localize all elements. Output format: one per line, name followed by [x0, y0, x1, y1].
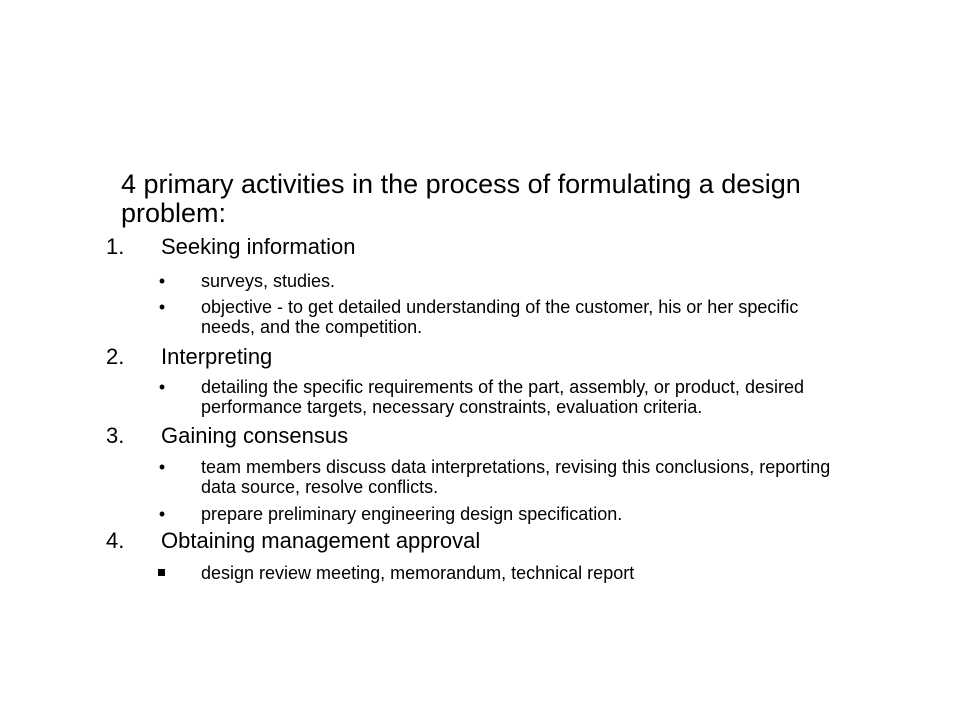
activity-number: 4. — [106, 528, 125, 553]
activity-item-obtaining-management-approval — [0, 527, 960, 583]
square-bullet-icon — [158, 569, 165, 576]
activity-title: Gaining consensus — [161, 423, 349, 448]
activity-bullets — [0, 271, 960, 337]
bullet-icon: • — [158, 504, 166, 524]
activity-number: 2. — [106, 344, 125, 369]
bullet-item — [0, 457, 960, 497]
activity-heading — [0, 343, 960, 371]
bullet-text: detailing the specific requirements of the part, assembly, or product, desired performance targets, necessary constraints, evaluation criteria. — [201, 377, 804, 417]
activity-heading — [0, 527, 960, 555]
activity-item-seeking-information — [0, 233, 960, 337]
activity-title: Seeking information — [161, 234, 356, 259]
activity-number: 3. — [106, 423, 125, 448]
bullet-icon: • — [158, 457, 166, 477]
bullet-item — [0, 377, 960, 417]
bullet-text: team members discuss data interpretations, revising this conclusions, reporting data source, resolve conflicts. — [201, 457, 831, 497]
activity-bullets — [0, 377, 960, 417]
bullet-icon: • — [158, 297, 166, 317]
activity-heading — [0, 233, 960, 261]
bullet-item — [0, 563, 960, 583]
activity-item-interpreting — [0, 343, 960, 417]
bullet-text: design review meeting, memorandum, technical report — [201, 563, 635, 583]
activity-item-gaining-consensus — [0, 422, 960, 524]
activity-bullets — [0, 563, 960, 583]
bullet-item — [0, 297, 960, 337]
bullet-text: prepare preliminary engineering design specification. — [201, 504, 623, 524]
slide-intro-heading: 4 primary activities in the process of formulating a design problem: — [121, 169, 801, 228]
activity-heading — [0, 422, 960, 450]
bullet-icon: • — [158, 377, 166, 397]
bullet-item — [0, 271, 960, 291]
bullet-icon: • — [158, 271, 166, 291]
bullet-text: surveys, studies. — [201, 271, 336, 291]
activity-bullets — [0, 457, 960, 524]
activity-title: Interpreting — [161, 344, 273, 369]
bullet-text: objective - to get detailed understanding of the customer, his or her specific needs, and the competition. — [201, 297, 799, 337]
activity-list — [0, 233, 960, 583]
activity-title: Obtaining management approval — [161, 528, 481, 553]
bullet-item — [0, 504, 960, 524]
activity-number: 1. — [106, 234, 125, 259]
